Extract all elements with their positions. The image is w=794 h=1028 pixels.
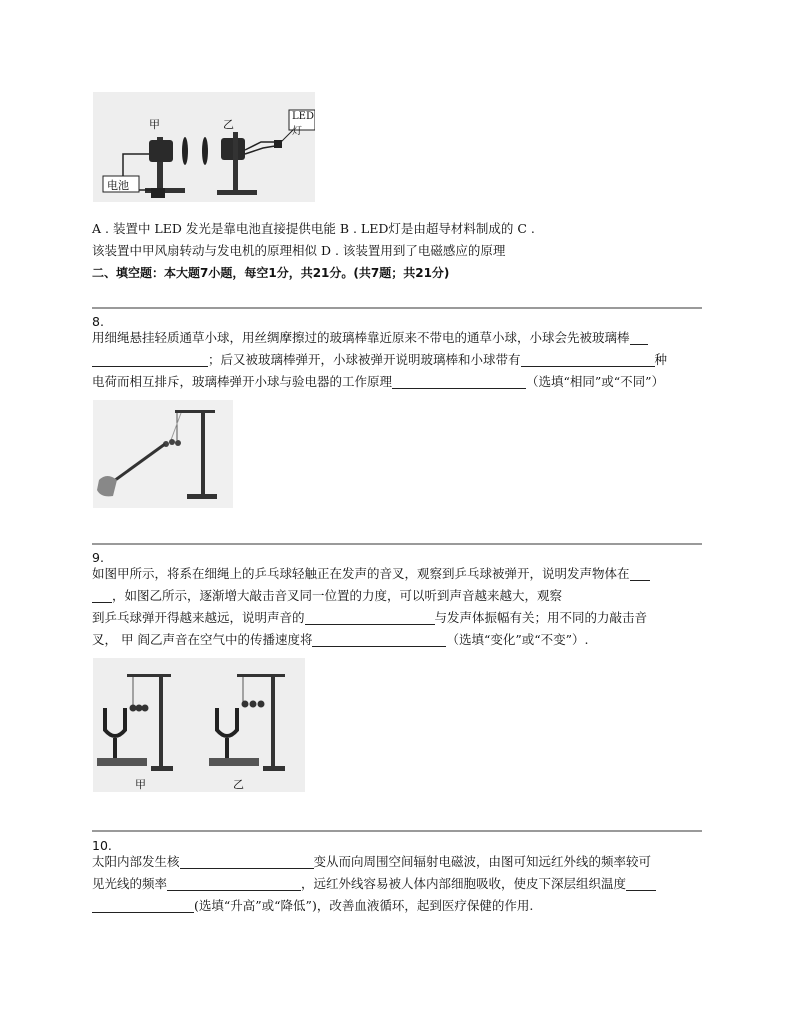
q9-text-3b: 与发声体振幅有关；用不同的力敲击音 <box>434 610 648 625</box>
q8-text-3b: （选填“相同”或“不同”） <box>526 374 665 389</box>
q7-options-line-2: 该装置中甲风扇转动与发电机的原理相似 D . 该装置用到了电磁感应的原理 <box>92 243 506 258</box>
q8-text-1: 用细绳悬挂轻质通草小球，用丝绸摩擦过的玻璃棒靠近原来不带电的通草小球，小球会先被玻璃棒 <box>92 330 630 345</box>
q9-number: 9. <box>92 550 104 565</box>
q9-blank-1b[interactable] <box>92 588 112 603</box>
q8-blank-2[interactable] <box>521 352 655 367</box>
separator-q10 <box>92 830 702 832</box>
q10-line-2 <box>92 873 702 895</box>
label-yi: 乙 <box>223 118 234 131</box>
q10-text-2b: ，远红外线容易被人体内部细胞吸收，使皮下深层组织温度 <box>301 876 627 891</box>
q10-number: 10. <box>92 838 112 853</box>
q8-line-1 <box>92 327 702 349</box>
q9-text-1: 如图甲所示，将系在细绳上的乒乓球轻触正在发声的音叉，观察到乒乓球被弹开，说明发声物体在 <box>92 566 630 581</box>
q8-line-2 <box>92 349 702 371</box>
q8-blank-1b[interactable] <box>92 352 208 367</box>
q8-text-3: 电荷而相互排斥，玻璃棒弹开小球与验电器的工作原理 <box>92 374 393 389</box>
q7-options-line-1: A . 装置中 LED 发光是靠电池直接提供电能 B . LED灯是由超导材料制成的 C . <box>92 221 535 236</box>
q10-blank-2[interactable] <box>167 876 301 891</box>
q8-line-3 <box>92 371 702 393</box>
label-battery: 电池 <box>107 179 129 192</box>
q10-line-3 <box>92 895 702 917</box>
label-yi: 乙 <box>233 778 244 791</box>
q10-text-2: 见光线的频率 <box>92 876 168 891</box>
q9-line-4 <box>92 629 702 651</box>
q8-number: 8. <box>92 314 104 329</box>
q9-text-4b: （选填“变化”或“不变”）. <box>446 632 589 647</box>
separator-q8 <box>92 307 702 309</box>
q10-text-3b: (选填“升高”或“降低”)，改善血液循环，起到医疗保健的作用. <box>194 898 534 913</box>
q8-text-2b: 种 <box>654 352 668 367</box>
section-2-title: 二、填空题：本大题7小题，每空1分，共21分。(共7题；共21分) <box>92 266 450 280</box>
q9-text-3: 到乒乓球弹开得越来越远，说明声音的 <box>92 610 305 625</box>
q9-line-1 <box>92 563 702 585</box>
figure-q7-fan-led <box>93 92 315 202</box>
q10-blank-1[interactable] <box>180 854 314 869</box>
q10-text-1: 太阳内部发生核 <box>92 854 180 869</box>
label-jia: 甲 <box>149 118 160 131</box>
q9-line-3 <box>92 607 702 629</box>
q8-blank-1a[interactable] <box>630 330 648 345</box>
q9-text-4: 叉， 甲 阎乙声音在空气中的传播速度将 <box>92 632 313 647</box>
q8-text-2: ；后又被玻璃棒弹开，小球被弹开说明玻璃棒和小球带有 <box>208 352 521 367</box>
q9-blank-3[interactable] <box>312 632 446 647</box>
figure-q8-glass-rod <box>93 400 233 508</box>
q10-text-1b: 变从而向周围空间辐射电磁波，由图可知远红外线的频率较可 <box>313 854 652 869</box>
figure-q9-tuning-forks <box>93 658 305 792</box>
q10-blank-3a[interactable] <box>626 876 656 891</box>
q9-blank-2[interactable] <box>305 610 435 625</box>
q8-blank-3[interactable] <box>392 374 526 389</box>
q10-blank-3b[interactable] <box>92 898 194 913</box>
q9-blank-1a[interactable] <box>630 566 650 581</box>
q9-line-2 <box>92 585 702 607</box>
separator-q9 <box>92 543 702 545</box>
label-jia: 甲 <box>135 778 146 791</box>
q9-text-2: ，如图乙所示，逐渐增大敲击音叉同一位置的力度，可以听到声音越来越大，观察 <box>112 588 563 603</box>
label-led: LED 灯 <box>292 111 314 137</box>
q10-line-1 <box>92 851 702 873</box>
